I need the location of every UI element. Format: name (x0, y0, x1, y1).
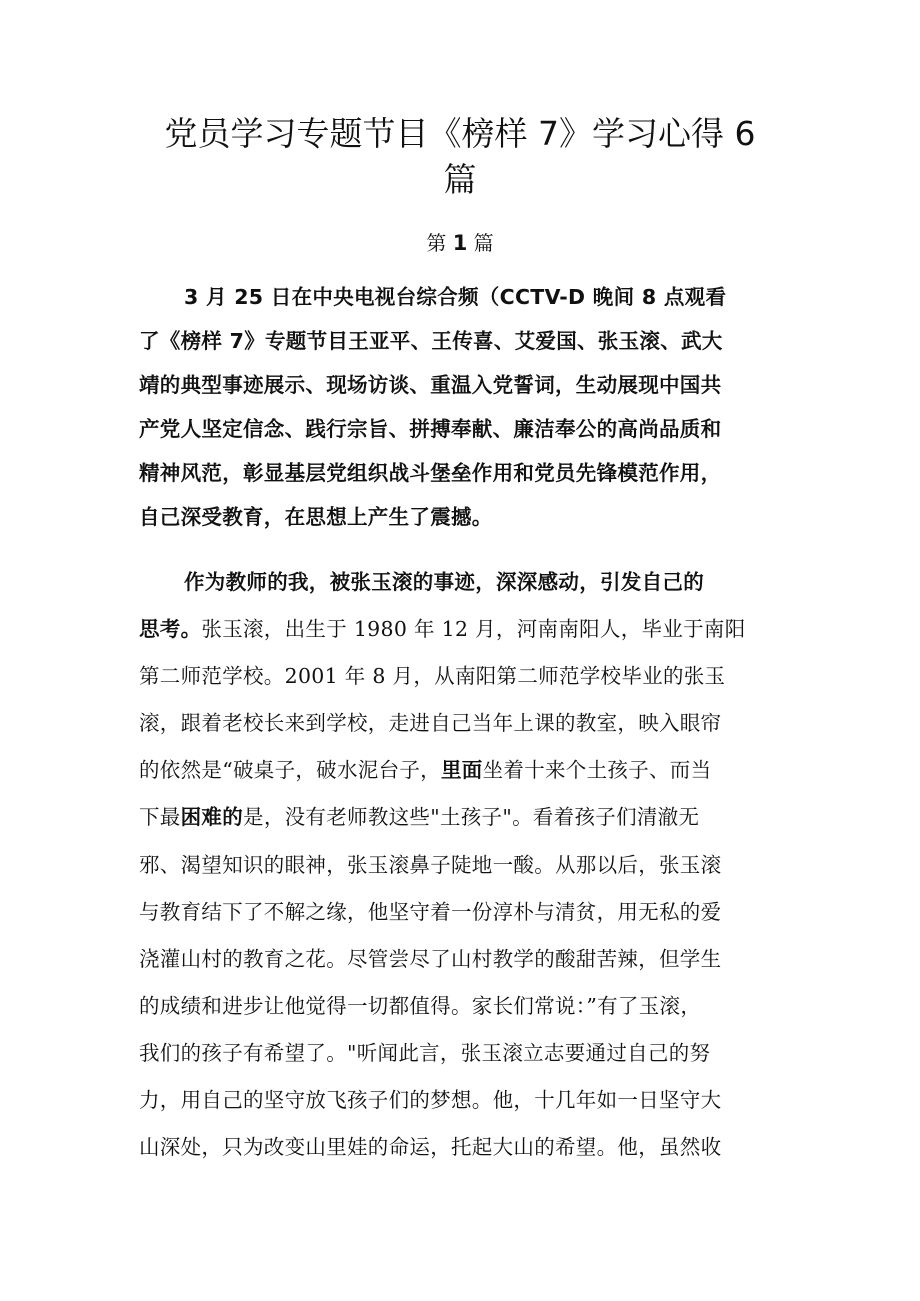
paragraph-2-line: 力，用自己的坚守放飞孩子们的梦想。他，十几年如一日坚守大 (139, 1088, 722, 1112)
paragraph-2-text-run: 张玉滚，出生于 1980 年 12 月，河南南阳人，毕业于南阳 (201, 617, 746, 641)
paragraph-2-bold-run: 困难的 (180, 805, 244, 829)
paragraph-1-line: 自己深受教育，在思想上产生了震撼。 (139, 505, 493, 529)
paragraph-2-line: 第二师范学校。2001 年 8 月，从南阳第二师范学校毕业的张玉 (139, 664, 726, 688)
paragraph-2-bold-run: 思考。 (139, 617, 202, 641)
paragraph-2-text-run: 下最 (139, 805, 181, 829)
paragraph-2-line (139, 753, 711, 787)
paragraph-2-text-run: 是，没有老师教这些"土孩子"。看着孩子们清澈无 (243, 805, 700, 829)
paragraph-2-line: 浇灌山村的教育之花。尽管尝尽了山村教学的酸甜苦辣，但学生 (139, 947, 722, 971)
paragraph-2-line: 滚，跟着老校长来到学校，走进自己当年上课的教室，映入眼帘 (139, 711, 722, 735)
document-title-line-1: 党员学习专题节目《榜样 7》学习心得 6 (164, 114, 756, 153)
section-prefix: 第 (426, 231, 447, 255)
paragraph-2-line: 的成绩和进步让他觉得一切都值得。家长们常说：”有了玉滚， (139, 994, 702, 1018)
paragraph-1-line: 3 月 25 日在中央电视台综合频（CCTV-D 晚间 8 点观看 (184, 285, 727, 309)
paragraph-1-line: 了《榜样 7》专题节目王亚平、王传喜、艾爱国、张玉滚、武大 (139, 329, 723, 353)
paragraph-2-line (139, 612, 746, 646)
paragraph-1-line: 靖的典型事迹展示、现场访谈、重温入党誓词，生动展现中国共 (139, 373, 722, 397)
paragraph-1-line: 产党人坚定信念、践行宗旨、拼搏奉献、廉洁奉公的高尚品质和 (139, 417, 722, 441)
paragraph-2-bold-run: 里面 (440, 758, 483, 782)
paragraph-2-line: 邪、渴望知识的眼神，张玉滚鼻子陡地一酸。从那以后，张玉滚 (139, 853, 722, 877)
paragraph-2-line: 作为教师的我，被张玉滚的事迹，深深感动，引发自己的 (184, 570, 704, 594)
section-suffix: 篇 (473, 231, 494, 255)
paragraph-2-line: 我们的孩子有希望了。"听闻此言，张玉滚立志要通过自己的努 (139, 1041, 711, 1065)
section-number: 1 (452, 231, 468, 255)
paragraph-1-line: 精神风范，彰显基层党组织战斗堡垒作用和党员先锋模范作用， (139, 461, 722, 485)
paragraph-2-line: 山深处，只为改变山里娃的命运，托起大山的希望。他，虽然收 (139, 1135, 722, 1159)
paragraph-2-line: 与教育结下了不解之缘，他坚守着一份淳朴与清贫，用无私的爱 (139, 900, 722, 924)
paragraph-2-text-run: 的依然是“破桌子，破水泥台子， (139, 758, 441, 782)
paragraph-2-line (139, 800, 699, 834)
paragraph-2-text-run: 坐着十来个土孩子、而当 (482, 758, 712, 782)
document-title-line-2: 篇 (443, 160, 477, 199)
section-heading (0, 229, 920, 257)
